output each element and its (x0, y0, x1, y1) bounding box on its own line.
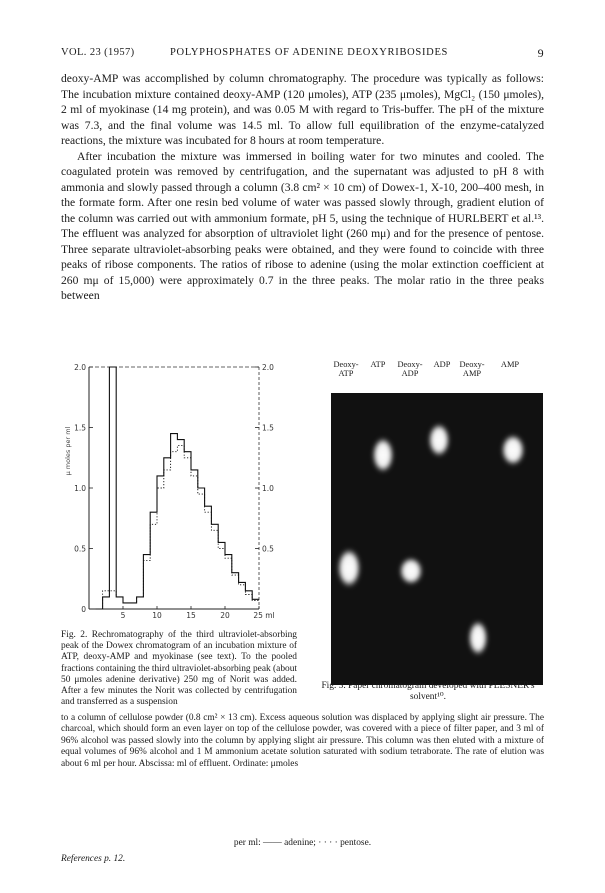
y-axis-label: μ moles per ml (64, 426, 72, 476)
fig2-caption-legend-line: per ml: —— adenine; · · · · pentose. (233, 838, 372, 848)
y-tick-label-left: 2.0 (74, 363, 86, 372)
fig2-chart (61, 359, 291, 624)
paragraph-1: deoxy-AMP was accomplished by column chromatography. The procedure was typically as follows: The incubation mixture contained deoxy-AMP (120 μmoles), ATP (235 μmoles), MgCl₂ (150 μmoles), 2 ml of myokinase (14 mg protein), and was 0.05 M with regard to Tris-buffer. The pH of the mixture was 7.3, and the final volume was 14.5 ml. To allow full equilibration of the enzyme-catalyzed reactions, the mixture was incubated for 8 hours at room temperature. (61, 72, 544, 147)
lane-labels (331, 360, 543, 393)
x-tick-label: 15 (186, 611, 196, 620)
y-tick-label-right: 1.5 (262, 423, 274, 433)
page-number: 9 (537, 46, 544, 60)
fig2-caption-text: Fig. 2. Rechromatography of the third ultraviolet-absorbing peak of the Dowex chromatogram of an incubation mixture of ATP, deoxy-AMP and myokinase (see text). To the pooled fractions containing the third ultraviolet-absorbing peak (about 50 μmoles adenine derivative) 250 mg of Norit was added. After a few minutes the Norit was collected by centrifugation and transferred as a suspension (61, 630, 297, 708)
lane-label-deoxy-amp: Deoxy- AMP (459, 360, 485, 378)
pentose-series-line (96, 446, 259, 609)
paragraph-2: After incubation the mixture was immersed in boiling water for two minutes and cooled. The coagulated protein was removed by centrifugation, and the supernatant was adjusted to pH 8 with ammonia and slowly passed through a column (3.8 cm² × 10 cm) of Dowex-1, X-10, 200–400 mesh, in the formate form. After one resin bed volume of water was passed slowly through, gradient elution of the column was carried out with ammonium formate, pH 5, using the technique of HURLBERT et al.¹³. The effluent was analyzed for absorption of ultraviolet light (260 mμ) and for the presence of pentose. Three separate ultraviolet-absorbing peaks were obtained, and they were found to coincide with three peaks of ribose components. The ratios of ribose to adenine (using the molar extinction coefficient at 260 mμ of 15,000) were approximately 0.7 in the three peaks. The molar ratio in the three peaks between (61, 149, 544, 302)
lane-label-amp: AMP (500, 360, 520, 369)
volume-label: VOL. 23 (1957) (61, 47, 135, 58)
x-tick-label: 20 (220, 611, 230, 620)
spot-atp (372, 437, 394, 473)
x-tick-label: 5 (120, 611, 126, 620)
y-tick-label-left: 0.5 (74, 544, 86, 554)
lane-label-deoxy-atp: Deoxy- ATP (333, 360, 359, 378)
spot-amp (501, 434, 525, 466)
x-tick-label: 10 (152, 611, 162, 620)
spot-deoxy-atp (337, 548, 361, 588)
y-tick-label-left: 1.0 (74, 484, 86, 493)
y-tick-label-right: 0.5 (262, 544, 274, 554)
fig3-caption: Fig. 3. Paper chromatogram developed with PLESNER's solvent¹⁰. (321, 681, 535, 703)
y-tick-label-right: 2.0 (262, 363, 274, 372)
fig3-chromatogram (331, 360, 543, 690)
y-tick-label-right: 1.0 (262, 484, 274, 493)
lane-label-adp: ADP (433, 360, 451, 369)
fig2-caption (61, 630, 297, 708)
spot-deoxy-adp (399, 557, 423, 585)
references-footer: References p. 12. (61, 854, 126, 864)
lane-label-deoxy-adp: Deoxy- ADP (397, 360, 423, 378)
chromatogram-photo (331, 393, 543, 685)
fig2-caption-continued: to a column of cellulose powder (0.8 cm² × 13 cm). Excess aqueous solution was displaced by applying slight air pressure. The charcoal, which should form an even layer on top of the cellulose powder, was covered with a piece of filter paper, and 3 ml of 96% alcohol was passed slowly into the column by applying slight air pressure. This column was then eluted with a mixture of equal volumes of 96% alcohol and 1 M ammonium acetate solution saturated with sodium tetraborate. The rate of elution was about 6 ml per hour. Abscissa: ml of effluent. Ordinate: μmoles (61, 713, 544, 769)
spot-deoxy-amp (468, 620, 488, 656)
running-header (61, 47, 544, 61)
y-tick-label-left: 0 (81, 605, 86, 614)
y-tick-label-left: 1.5 (74, 423, 86, 433)
lane-label-atp: ATP (370, 360, 386, 369)
body-text (61, 71, 544, 304)
x-tick-label: 25 ml (253, 611, 275, 620)
running-title: POLYPHOSPHATES OF ADENINE DEOXYRIBOSIDES (170, 47, 449, 58)
spot-adp (428, 423, 450, 457)
adenine-series-line (96, 367, 259, 609)
